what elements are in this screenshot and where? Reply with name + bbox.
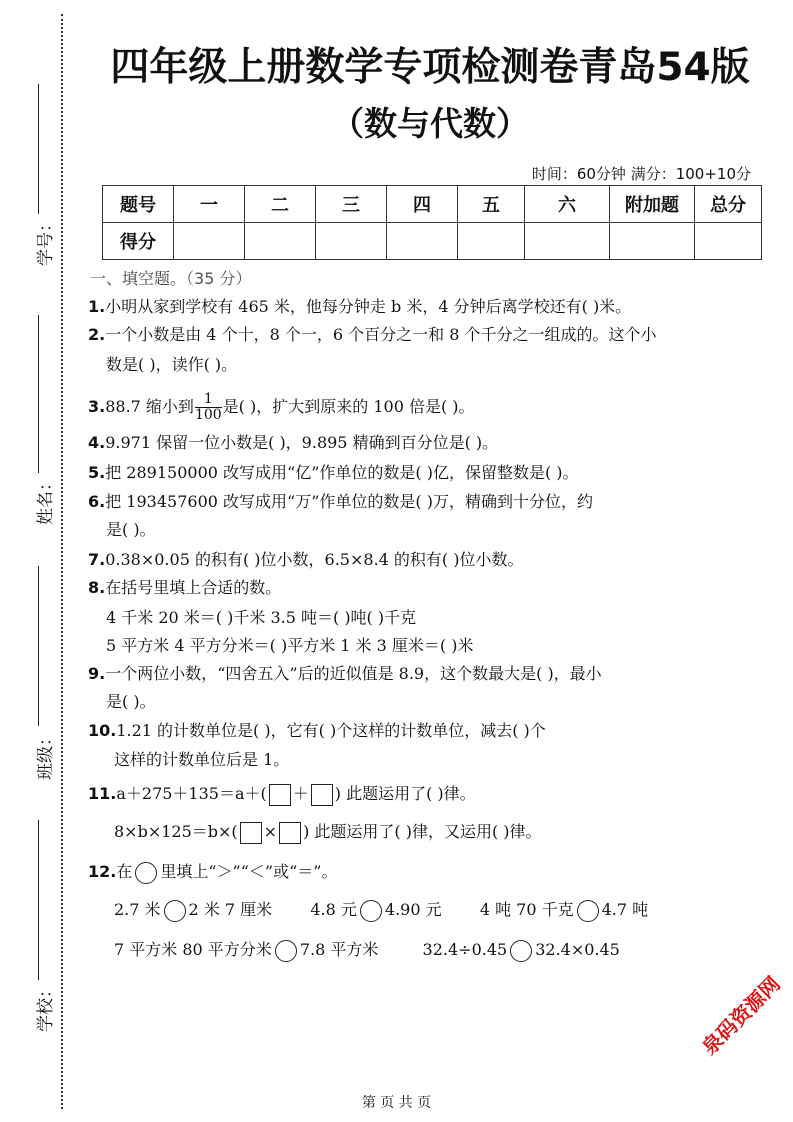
score-input-cell[interactable] bbox=[610, 223, 695, 260]
score-input-cell[interactable] bbox=[174, 223, 245, 260]
question-text: 把 289150000 改写成用“亿”作单位的数是( )亿，保留整数是( )。 bbox=[105, 463, 579, 482]
question-11 bbox=[88, 782, 476, 806]
answer-box[interactable] bbox=[311, 784, 333, 806]
compare-left: 2.7 米 bbox=[114, 900, 161, 919]
score-input-cell[interactable] bbox=[316, 223, 387, 260]
question-10-line2: 这样的计数单位后是 1。 bbox=[114, 750, 290, 769]
student-id-line bbox=[38, 84, 39, 214]
compare-row-2 bbox=[114, 938, 620, 962]
question-7 bbox=[88, 548, 524, 572]
question-number: 5. bbox=[88, 463, 106, 482]
compare-circle[interactable] bbox=[164, 900, 186, 922]
operator: × bbox=[263, 822, 278, 841]
question-text: 小明从家到学校有 465 米，他每分钟走 b 米，4 分钟后离学校还有( )米。 bbox=[105, 297, 632, 316]
question-number: 7. bbox=[88, 550, 106, 569]
watermark-logo: 泉码资源网 bbox=[697, 971, 785, 1060]
class-label: 班级： bbox=[36, 729, 56, 780]
equation-text: 8×b×125＝b×( bbox=[114, 822, 238, 841]
score-input-cell[interactable] bbox=[458, 223, 525, 260]
question-5 bbox=[88, 461, 579, 485]
score-header-cell: 题号 bbox=[103, 186, 174, 223]
question-9 bbox=[88, 662, 602, 686]
compare-right: 2 米 7 厘米 bbox=[188, 900, 273, 919]
question-text: 在 bbox=[116, 862, 133, 881]
question-3 bbox=[88, 392, 475, 423]
compare-right: 4.90 元 bbox=[384, 900, 442, 919]
compare-circle[interactable] bbox=[275, 940, 297, 962]
operator: ＋ bbox=[292, 784, 309, 803]
compare-left: 4 吨 70 千克 bbox=[479, 900, 574, 919]
question-6 bbox=[88, 490, 593, 514]
question-text: 一个两位小数，“四舍五入”后的近似值是 8.9，这个数最大是( )，最小 bbox=[105, 664, 602, 683]
question-text: 1.21 的计数单位是( )，它有( )个这样的计数单位，减去( )个 bbox=[116, 721, 546, 740]
question-number: 3. bbox=[88, 397, 106, 416]
score-input-cell[interactable] bbox=[387, 223, 458, 260]
school-line bbox=[38, 820, 39, 980]
equation-text: ) 此题运用了( )律。 bbox=[334, 784, 476, 803]
equation-text: a＋275＋135＝a＋( bbox=[116, 784, 267, 803]
compare-right: 4.7 吨 bbox=[601, 900, 649, 919]
student-id-label: 学号： bbox=[36, 215, 56, 266]
question-number: 9. bbox=[88, 664, 106, 683]
time-score-info: 时间：60分钟 满分：100+10分 bbox=[531, 165, 751, 183]
question-number: 12. bbox=[88, 862, 117, 881]
section-points: （35 分） bbox=[186, 269, 252, 288]
score-input-cell[interactable] bbox=[245, 223, 316, 260]
compare-circle[interactable] bbox=[510, 940, 532, 962]
question-text: 在括号里填上合适的数。 bbox=[105, 578, 282, 597]
score-input-cell[interactable] bbox=[525, 223, 610, 260]
compare-left: 7 平方米 80 平方分米 bbox=[114, 940, 272, 959]
score-header-cell: 四 bbox=[387, 186, 458, 223]
compare-circle[interactable] bbox=[360, 900, 382, 922]
page-subtitle: （数与代数） bbox=[331, 104, 529, 143]
question-2 bbox=[88, 323, 656, 347]
fraction-numerator: 1 bbox=[195, 392, 222, 408]
score-header-cell: 五 bbox=[458, 186, 525, 223]
question-2-line2: 数是( )，读作( )。 bbox=[106, 355, 238, 374]
score-table bbox=[102, 185, 762, 260]
compare-right: 7.8 平方米 bbox=[299, 940, 379, 959]
class-line bbox=[38, 566, 39, 726]
question-text: 里填上“＞”“＜”或“＝”。 bbox=[160, 862, 338, 881]
compare-circle[interactable] bbox=[577, 900, 599, 922]
section-heading bbox=[90, 266, 251, 289]
question-text: 9.971 保留一位小数是( )，9.895 精确到百分位是( )。 bbox=[105, 433, 499, 452]
score-row-label: 得分 bbox=[103, 223, 174, 260]
question-8 bbox=[88, 576, 281, 600]
dotted-cut-line bbox=[61, 14, 63, 1109]
score-value-row bbox=[103, 223, 762, 260]
question-text: 88.7 缩小到 bbox=[105, 397, 194, 416]
question-8-line1: 4 千米 20 米＝( )千米 3.5 吨＝( )吨( )千克 bbox=[106, 608, 417, 627]
question-number: 11. bbox=[88, 784, 117, 803]
question-8-line2: 5 平方米 4 平方分米＝( )平方米 1 米 3 厘米＝( )米 bbox=[106, 636, 474, 655]
question-number: 1. bbox=[88, 297, 106, 316]
compare-right: 32.4×0.45 bbox=[535, 940, 620, 959]
fraction bbox=[195, 392, 222, 423]
score-header-cell: 一 bbox=[174, 186, 245, 223]
question-number: 6. bbox=[88, 492, 106, 511]
binding-margin bbox=[0, 0, 70, 1122]
question-9-line2: 是( )。 bbox=[106, 692, 156, 711]
question-number: 4. bbox=[88, 433, 106, 452]
question-number: 8. bbox=[88, 578, 106, 597]
question-text: 0.38×0.05 的积有( )位小数，6.5×8.4 的积有( )位小数。 bbox=[105, 550, 524, 569]
answer-box[interactable] bbox=[269, 784, 291, 806]
question-text: 一个小数是由 4 个十，8 个一，6 个百分之一和 8 个千分之一组成的。这个小 bbox=[105, 325, 657, 344]
compare-left: 32.4÷0.45 bbox=[422, 940, 508, 959]
compare-row-1 bbox=[114, 898, 648, 922]
answer-box[interactable] bbox=[240, 822, 262, 844]
score-header-cell: 二 bbox=[245, 186, 316, 223]
question-number: 2. bbox=[88, 325, 106, 344]
score-header-cell: 六 bbox=[525, 186, 610, 223]
name-line bbox=[38, 315, 39, 473]
answer-box[interactable] bbox=[279, 822, 301, 844]
section-title: 一、填空题。 bbox=[90, 269, 187, 288]
question-12 bbox=[88, 860, 337, 884]
school-label: 学校： bbox=[36, 981, 56, 1032]
score-header-row bbox=[103, 186, 762, 223]
question-1 bbox=[88, 295, 631, 319]
equation-text: ) 此题运用了( )律，又运用( )律。 bbox=[303, 822, 542, 841]
page-footer: 第 页 共 页 bbox=[361, 1095, 432, 1111]
circle-icon bbox=[135, 862, 157, 884]
question-number: 10. bbox=[88, 721, 117, 740]
name-label: 姓名： bbox=[36, 474, 56, 525]
question-4 bbox=[88, 431, 498, 455]
score-input-cell[interactable] bbox=[695, 223, 762, 260]
score-header-cell: 总分 bbox=[695, 186, 762, 223]
question-text: 是( )，扩大到原来的 100 倍是( )。 bbox=[222, 397, 475, 416]
fraction-denominator: 100 bbox=[194, 407, 222, 423]
question-6-line2: 是( )。 bbox=[106, 520, 156, 539]
question-11-line2 bbox=[114, 820, 542, 844]
compare-left: 4.8 元 bbox=[310, 900, 357, 919]
question-text: 把 193457600 改写成用“万”作单位的数是( )万，精确到十分位，约 bbox=[105, 492, 593, 511]
question-10 bbox=[88, 719, 546, 743]
score-header-cell: 附加题 bbox=[610, 186, 695, 223]
score-header-cell: 三 bbox=[316, 186, 387, 223]
page-title: 四年级上册数学专项检测卷青岛54版 bbox=[110, 45, 750, 90]
